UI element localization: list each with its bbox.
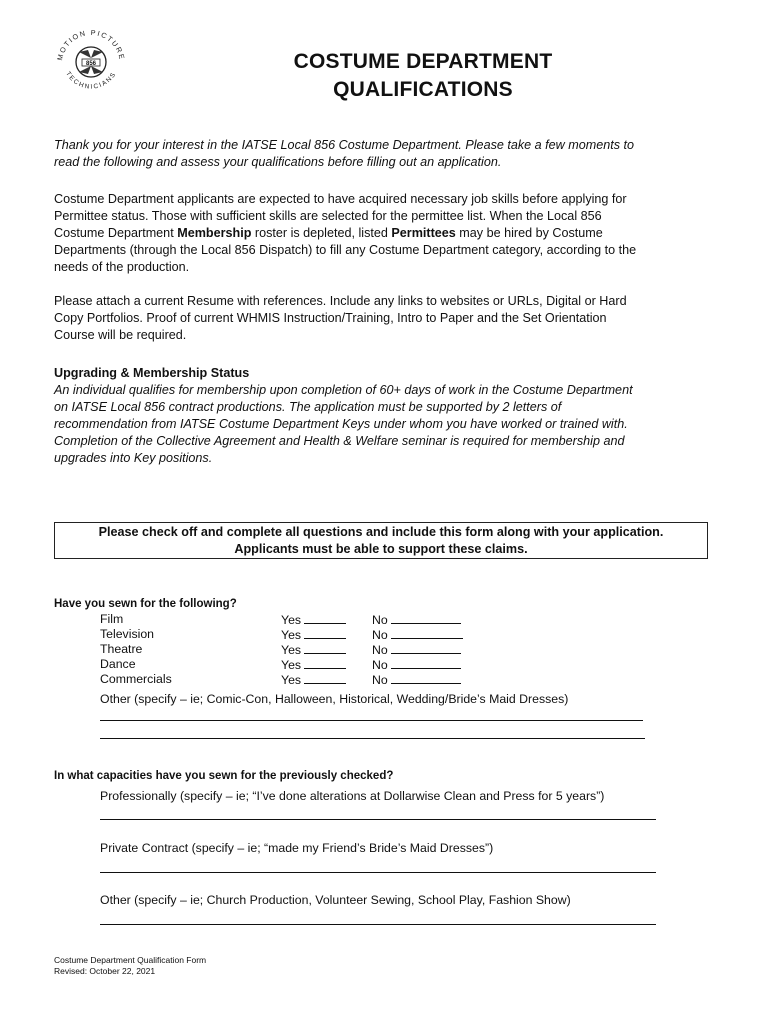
attach-line: Course will be required.	[54, 328, 187, 342]
category-label: Theatre	[100, 642, 143, 656]
requirements-line: Permittee status. Those with sufficient skills are selected for the permittee list. When the Local 856	[54, 209, 602, 223]
yes-blank[interactable]	[304, 657, 346, 669]
attach-line: Copy Portfolios. Proof of current WHMIS Instruction/Training, Intro to Paper and the Set Orientation	[54, 311, 607, 325]
footer-form-name: Costume Department Qualification Form	[54, 955, 207, 965]
footer-revised-date: Revised: October 22, 2021	[54, 966, 156, 976]
requirements-text: roster is depleted, listed	[251, 226, 392, 240]
category-label: Film	[100, 612, 124, 626]
no-label: No	[372, 658, 388, 672]
other-specify-label: Other (specify – ie; Comic-Con, Halloween, Historical, Wedding/Bride’s Maid Dresses)	[100, 692, 569, 706]
other-answer-line-2[interactable]	[100, 738, 645, 739]
requirements-line	[54, 225, 708, 242]
logo-center-number: 856	[85, 61, 97, 67]
upgrading-line: upgrades into Key positions.	[54, 451, 213, 465]
category-label: Television	[100, 627, 154, 641]
svg-text:MOTION PICTURE	[55, 28, 127, 62]
upgrading-line: An individual qualifies for membership upon completion of 60+ days of work in the Costume Department	[54, 383, 633, 397]
notice-line: Applicants must be able to support these claims.	[234, 541, 528, 556]
intro-paragraph	[54, 137, 708, 171]
form-footer	[54, 955, 206, 977]
professionally-label: Professionally (specify – ie; “I’ve done alterations at Dollarwise Clean and Press for 5 years”)	[100, 789, 605, 803]
private-contract-label: Private Contract (specify – ie; “made my Friend’s Bride’s Maid Dresses”)	[100, 841, 494, 855]
iatse-logo	[52, 22, 130, 100]
requirements-text: may be hired by Costume	[455, 226, 603, 240]
yes-label: Yes	[281, 628, 302, 642]
no-blank[interactable]	[391, 612, 461, 624]
no-blank[interactable]	[391, 642, 461, 654]
no-label: No	[372, 673, 388, 687]
requirements-line: Costume Department applicants are expected to have acquired necessary job skills before applying for	[54, 192, 627, 206]
attach-paragraph	[54, 293, 708, 344]
question-2-label: In what capacities have you sewn for the previously checked?	[54, 770, 394, 782]
yes-label: Yes	[281, 643, 302, 657]
no-label: No	[372, 613, 388, 627]
yes-label: Yes	[281, 658, 302, 672]
notice-line: Please check off and complete all questions and include this form along with your application.	[98, 525, 664, 539]
requirements-line: needs of the production.	[54, 260, 190, 274]
page-title	[200, 48, 646, 104]
no-label: No	[372, 628, 388, 642]
yes-label: Yes	[281, 613, 302, 627]
no-blank[interactable]	[391, 657, 461, 669]
yes-blank[interactable]	[304, 627, 346, 639]
title-line-2: QUALIFICATIONS	[333, 78, 513, 101]
upgrading-line: recommendation from IATSE Costume Department Keys under whom you have worked or trained with.	[54, 417, 628, 431]
upgrading-section	[54, 365, 708, 467]
other-capacity-answer-line[interactable]	[100, 924, 656, 925]
title-line-1: COSTUME DEPARTMENT	[293, 50, 553, 73]
attach-line: Please attach a current Resume with references. Include any links to websites or URLs, Digital or Hard	[54, 294, 627, 308]
intro-line: Thank you for your interest in the IATSE Local 856 Costume Department. Please take a few moments to	[54, 138, 635, 152]
yes-blank[interactable]	[304, 612, 346, 624]
upgrading-heading: Upgrading & Membership Status	[54, 366, 250, 380]
membership-term: Membership	[177, 226, 252, 240]
upgrading-line: on IATSE Local 856 contract productions. The application must be supported by 2 letters of	[54, 400, 562, 414]
requirements-line: Departments (through the Local 856 Dispatch) to fill any Costume Department category, according to the	[54, 243, 637, 257]
private-contract-answer-line[interactable]	[100, 872, 656, 873]
no-label: No	[372, 643, 388, 657]
logo-ring-bottom: TECHNICIANS	[64, 70, 118, 91]
question-1-label: Have you sewn for the following?	[54, 598, 237, 610]
requirements-paragraph	[54, 191, 708, 276]
yes-label: Yes	[281, 673, 302, 687]
other-capacity-label: Other (specify – ie; Church Production, Volunteer Sewing, School Play, Fashion Show)	[100, 893, 571, 907]
other-answer-line-1[interactable]	[100, 720, 643, 721]
professionally-answer-line[interactable]	[100, 819, 656, 820]
upgrading-line: Completion of the Collective Agreement and Health & Welfare seminar is required for membership and	[54, 434, 625, 448]
svg-text:TECHNICIANS	[64, 71, 118, 91]
no-blank[interactable]	[391, 672, 461, 684]
notice-box	[54, 522, 708, 559]
category-label: Commercials	[100, 672, 172, 686]
logo-ring-top: MOTION PICTURE	[55, 27, 127, 62]
yes-blank[interactable]	[304, 642, 346, 654]
yes-blank[interactable]	[304, 672, 346, 684]
permittees-term: Permittees	[391, 226, 456, 240]
intro-line: read the following and assess your qualifications before filling out an application.	[54, 155, 502, 169]
no-blank[interactable]	[391, 627, 463, 639]
requirements-text: Costume Department	[54, 226, 178, 240]
category-label: Dance	[100, 657, 136, 671]
